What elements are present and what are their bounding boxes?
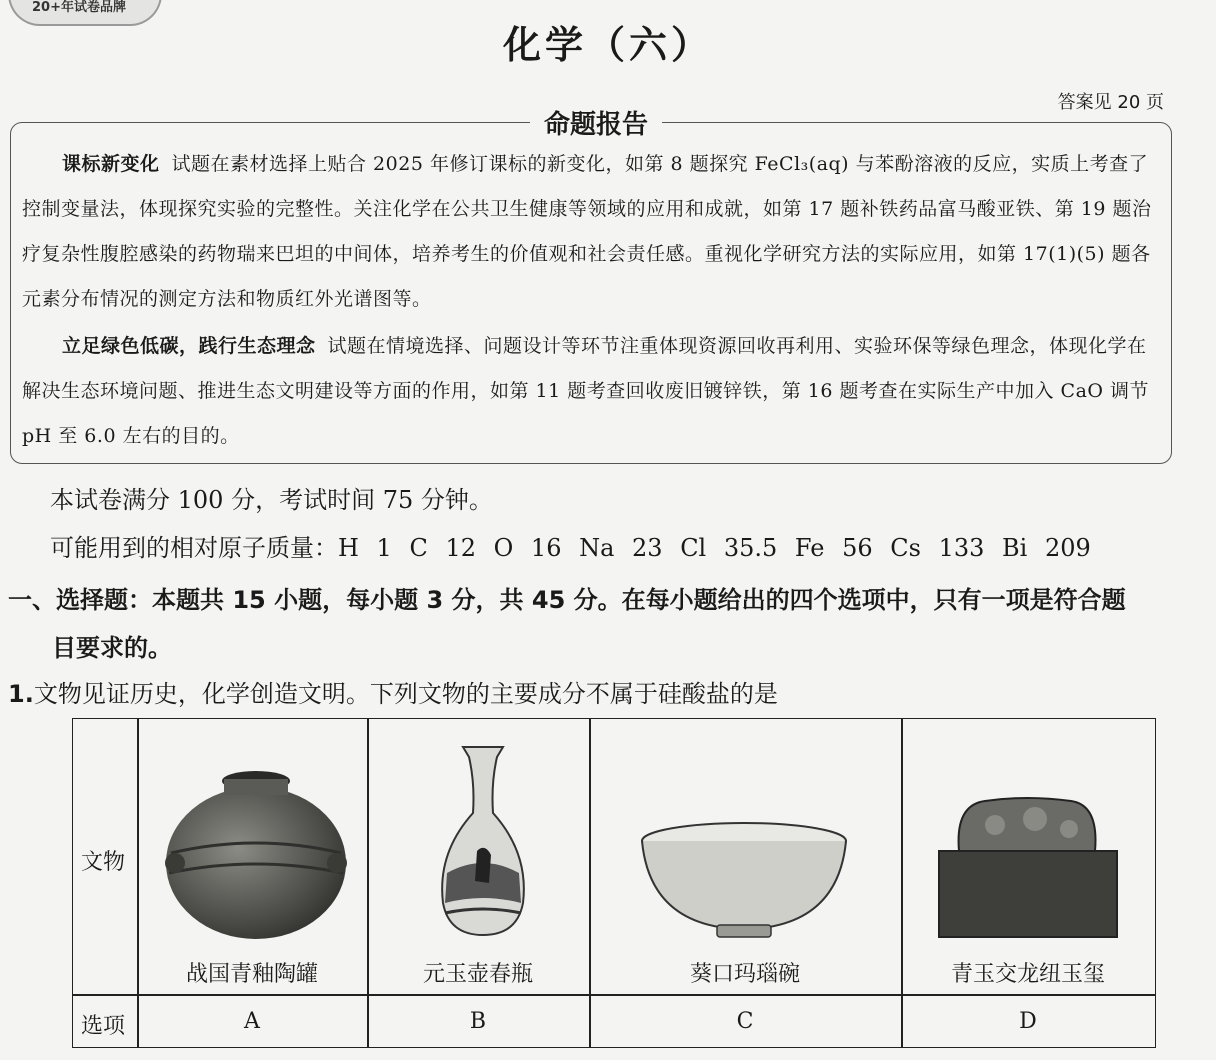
item-caption-b: 元玉壶春瓶 — [422, 962, 533, 987]
jade-seal-icon — [935, 795, 1121, 941]
exam-info: 本试卷满分 100 分，考试时间 75 分钟。 — [50, 486, 493, 514]
question-1-text: 文物见证历史，化学创造文明。下列文物的主要成分不属于硅酸盐的是 — [33, 680, 778, 708]
answer-reference: 答案见 20 页 — [1057, 92, 1164, 113]
option-a: A — [244, 1009, 260, 1034]
section-line-2: 目要求的。 — [52, 634, 172, 662]
brand-badge-text: 20+年试卷品牌 — [32, 0, 126, 15]
option-d: D — [1019, 1009, 1037, 1034]
item-caption-d: 青玉交龙纽玉玺 — [950, 962, 1105, 987]
item-caption-a: 战国青釉陶罐 — [185, 962, 318, 987]
pottery-jar-icon — [161, 763, 351, 943]
table-row-divider — [73, 994, 1155, 996]
agate-bowl-icon — [639, 819, 849, 943]
report-p2-lead: 立足绿色低碳，践行生态理念 — [62, 335, 316, 357]
row-label-artifact: 文物 — [81, 850, 126, 875]
report-p1-lead: 课标新变化 — [62, 153, 160, 175]
report-p1-text: 试题在素材选择上贴合 2025 年修订课标的新变化，如第 8 题探究 FeCl₃(aq) 与苯酚溶液的反应，实质上考查了控制变量法，体现探究实验的完整性。关注化学在公共卫生健康等领域的应用和成就，如第 17 题补铁药品富马酸亚铁、第 19 题治疗复杂性腹腔感染的药物瑞来巴坦的中间体，培养考生的价值观和社会责任感。重视化学研究方法的实际应用，如第 17(1)(5) 题各元素分布情况的测定方法和物质红外光谱图等。 — [22, 153, 1152, 310]
report-paragraph-2 — [22, 324, 1162, 459]
report-heading: 命题报告 — [530, 104, 662, 141]
porcelain-vase-icon — [433, 743, 533, 939]
option-c: C — [736, 1009, 754, 1034]
page-title: 化学（六） — [502, 23, 713, 67]
question-1 — [8, 674, 778, 709]
atomic-masses: 可能用到的相对原子质量：H 1 C 12 O 16 Na 23 Cl 35.5 Fe 56 Cs 133 Bi 209 — [50, 534, 1091, 562]
section-line-1: 一、选择题：本题共 15 小题，每小题 3 分，共 45 分。在每小题给出的四个选项中，只有一项是符合题 — [8, 586, 1126, 614]
question-1-number: 1. — [8, 680, 34, 708]
item-caption-c: 葵口玛瑙碗 — [689, 962, 800, 987]
report-paragraph-1 — [22, 142, 1162, 322]
artifact-table — [72, 718, 1156, 1048]
section-heading — [8, 576, 1198, 672]
option-b: B — [469, 1009, 487, 1034]
report-p2-text: 试题在情境选择、问题设计等环节注重体现资源回收再利用、实验环保等绿色理念，体现化学在解决生态环境问题、推进生态文明建设等方面的作用，如第 11 题考查回收废旧镀锌铁，第 16 题考查在实际生产中加入 CaO 调节 pH 至 6.0 左右的目的。 — [22, 335, 1150, 447]
row-label-option: 选项 — [81, 1014, 126, 1039]
